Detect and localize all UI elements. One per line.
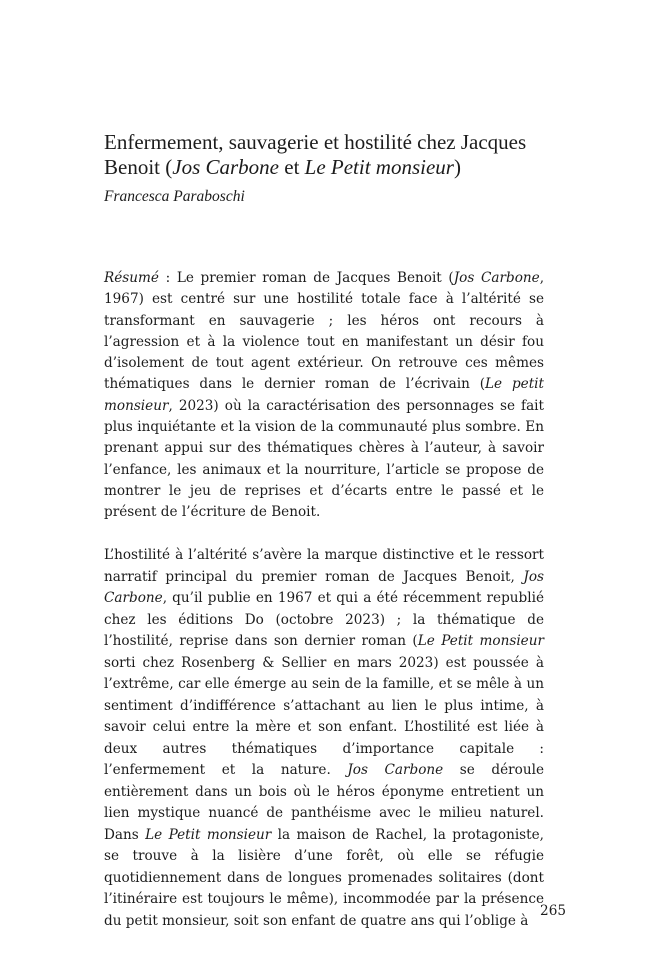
abstract-text: , 1967) est centré sur une hostilité totale face à l’altérité se transformant en sauvagerie ; les héros ont recours à l’agression et à la violence tout en manifestant un désir fou d’isolement de tout agent extérieur. On retrouve ces mêmes thématiques dans le dernier roman de l’écrivain ( bbox=[104, 270, 545, 393]
page-number: 265 bbox=[540, 903, 566, 919]
author-name: Francesca Paraboschi bbox=[104, 188, 245, 205]
abstract bbox=[104, 268, 544, 524]
abstract-work-title: Le petit monsieur bbox=[104, 376, 544, 414]
abstract-label: Résumé bbox=[104, 270, 159, 286]
body-text: , qu’il publie en 1967 et qui a été récemment republié chez les éditions Do (octobre 2023) ; la thématique de l’hostilité, reprise dans son dernier roman ( bbox=[104, 590, 544, 649]
abstract-text: : Le premier roman de Jacques Benoit ( bbox=[158, 270, 454, 286]
abstract-text: , 2023) où la caractérisation des personnages se fait plus inquiétante et la vision de la communauté plus sombre. En prenant appui sur des thématiques chères à l’auteur, à savoir l’enfance, les animaux et la nourriture, l’article se propose de montrer le jeu de reprises et d’écarts entre le passé et le présent de l’écriture de Benoit. bbox=[104, 397, 544, 521]
title-text: Benoit ( bbox=[104, 155, 173, 179]
body-work-title: Jos Carbone bbox=[347, 762, 444, 778]
title-work-jos-carbone: Jos Carbone bbox=[172, 155, 279, 179]
title-work-le-petit-monsieur: Le Petit monsieur bbox=[304, 155, 454, 179]
body-text: se déroule entièrement dans un bois où le héros éponyme entretient un lien mystique nuancé de panthéisme avec le milieu naturel. Dans bbox=[104, 762, 544, 843]
body-paragraph bbox=[104, 545, 544, 932]
body-text: la maison de Rachel, la protagoniste, se trouve à la lisière d’une forêt, où elle se réfugie quotidiennement dans de longues promenades solitaires (dont l’itinéraire est toujours le même), incommodée par la présence du petit monsieur, soit son enfant de quatre ans qui l’oblige à bbox=[104, 826, 544, 929]
title-text: ) bbox=[453, 155, 461, 179]
abstract-work-title: Jos Carbone bbox=[453, 270, 540, 286]
article-title bbox=[104, 130, 574, 180]
body-text: sorti chez Rosenberg & Sellier en mars 2023) est poussée à l’extrême, car elle émerge au sein de la famille, et se mêle à un sentiment d’indifférence s’attachant au lien le plus intime, à savoir celui entre la mère et son enfant. L’hostilité est liée à deux autres thématiques d’importance capitale : l’enfermement et la nature. bbox=[104, 654, 544, 778]
body-work-title: Jos Carbone bbox=[104, 568, 544, 606]
title-line-1: Enfermement, sauvagerie et hostilité chez Jacques bbox=[104, 130, 527, 154]
body-work-title: Le Petit monsieur bbox=[417, 633, 544, 649]
body-text: L’hostilité à l’altérité s’avère la marque distinctive et le ressort narratif principal du premier roman de Jacques Benoit, bbox=[104, 547, 544, 585]
title-text: et bbox=[279, 155, 305, 179]
body-work-title: Le Petit monsieur bbox=[145, 826, 272, 843]
